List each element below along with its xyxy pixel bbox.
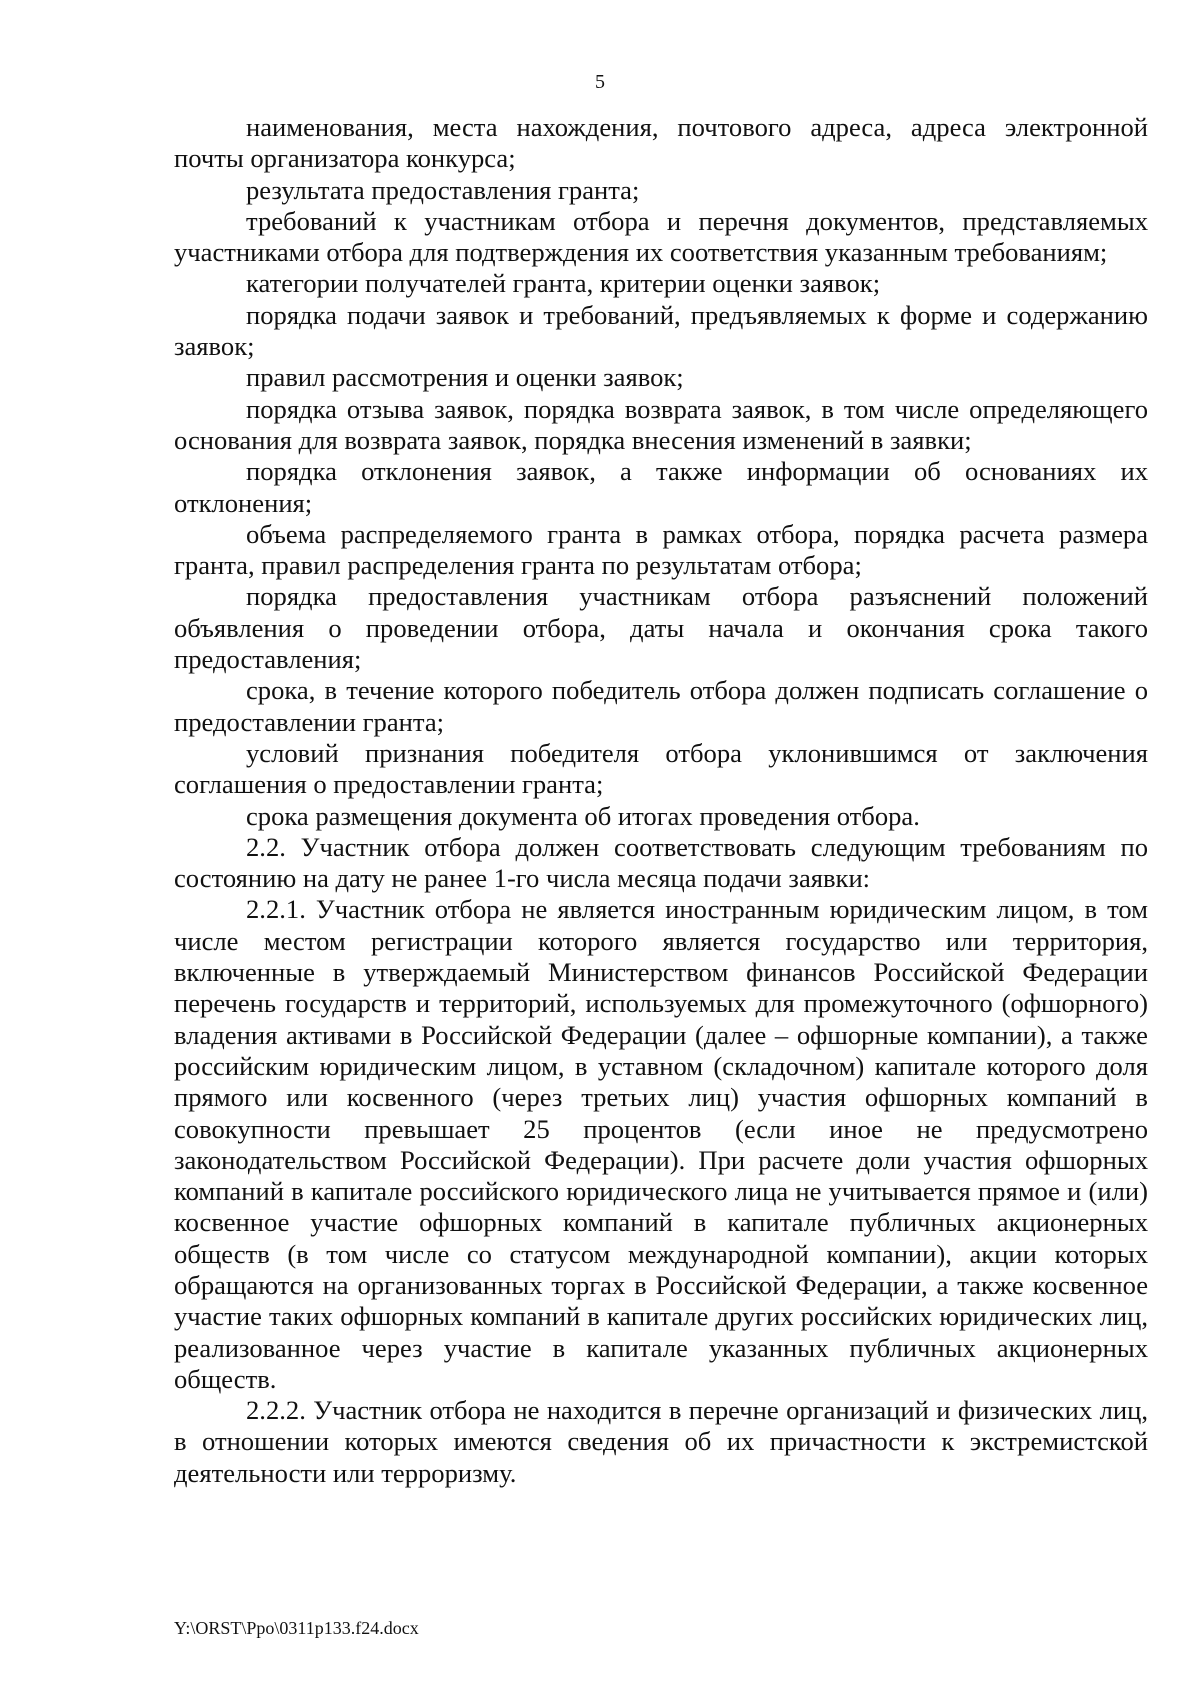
paragraph: объема распределяемого гранта в рамках отбора, порядка расчета размера гранта, правил распределения гранта по результатам отбора; [174, 518, 1148, 581]
paragraph: порядка отклонения заявок, а также информации об основаниях их отклонения; [174, 456, 1148, 518]
paragraph: порядка подачи заявок и требований, предъявляемых к форме и содержанию заявок; [174, 299, 1148, 362]
paragraph: наименования, места нахождения, почтового адреса, адреса электронной почты организатора конкурса; [174, 112, 1148, 174]
paragraph: 2.2.1. Участник отбора не является иностранным юридическим лицом, в том числе местом регистрации которого является государство или территория, включенные в утверждаемый Министерством финансов Российской Федерации перечень государств и территорий, используемых для промежуточного (офшорного) владения активами в Российской Федерации (далее – офшорные компании), а также российским юридическим лицом, в уставном (складочном) капитале которого доля прямого или косвенного (через третьих лиц) участия офшорных компаний в совокупности превышает 25 процентов (если иное не предусмотрено законодательством Российской Федерации). При расчете доли участия офшорных компаний в капитале российского юридического лица не учитывается прямое и (или) косвенное участие офшорных компаний в капитале публичных акционерных обществ (в том числе со статусом международной компании), акции которых обращаются на организованных торгах в Российской Федерации, а также косвенное участие таких офшорных компаний в капитале других российских юридических лиц, реализованное через участие в капитале указанных публичных акционерных обществ. [174, 894, 1148, 1394]
paragraph: 2.2.2. Участник отбора не находится в перечне организаций и физических лиц, в отношении которых имеются сведения об их причастности к экстремистской деятельности или терроризму. [174, 1395, 1148, 1488]
paragraph: порядка предоставления участникам отбора разъяснений положений объявления о проведении отбора, даты начала и окончания срока такого предоставления; [174, 581, 1148, 675]
paragraph: условий признания победителя отбора уклонившимся от заключения соглашения о предоставлении гранта; [174, 737, 1148, 800]
paragraph: порядка отзыва заявок, порядка возврата заявок, в том числе определяющего основания для возврата заявок, порядка внесения изменений в заявки; [174, 393, 1148, 455]
paragraph: срока, в течение которого победитель отбора должен подписать соглашение о предоставлении гранта; [174, 675, 1148, 737]
paragraph: требований к участникам отбора и перечня документов, представляемых участниками отбора для подтверждения их соответствия указанным требованиям; [174, 205, 1148, 268]
paragraph: 2.2. Участник отбора должен соответствовать следующим требованиям по состоянию на дату не ранее 1-го числа месяца подачи заявки: [174, 831, 1148, 894]
footer-file-path: Y:\ORST\Ppo\0311p133.f24.docx [174, 1618, 419, 1638]
paragraph: срока размещения документа об итогах проведения отбора. [246, 800, 920, 831]
paragraph: результата предоставления гранта; [246, 174, 640, 205]
document-body [174, 112, 1148, 1489]
paragraph: категории получателей гранта, критерии оценки заявок; [246, 268, 881, 299]
paragraph: правил рассмотрения и оценки заявок; [246, 362, 684, 393]
page-number: 5 [595, 71, 605, 93]
